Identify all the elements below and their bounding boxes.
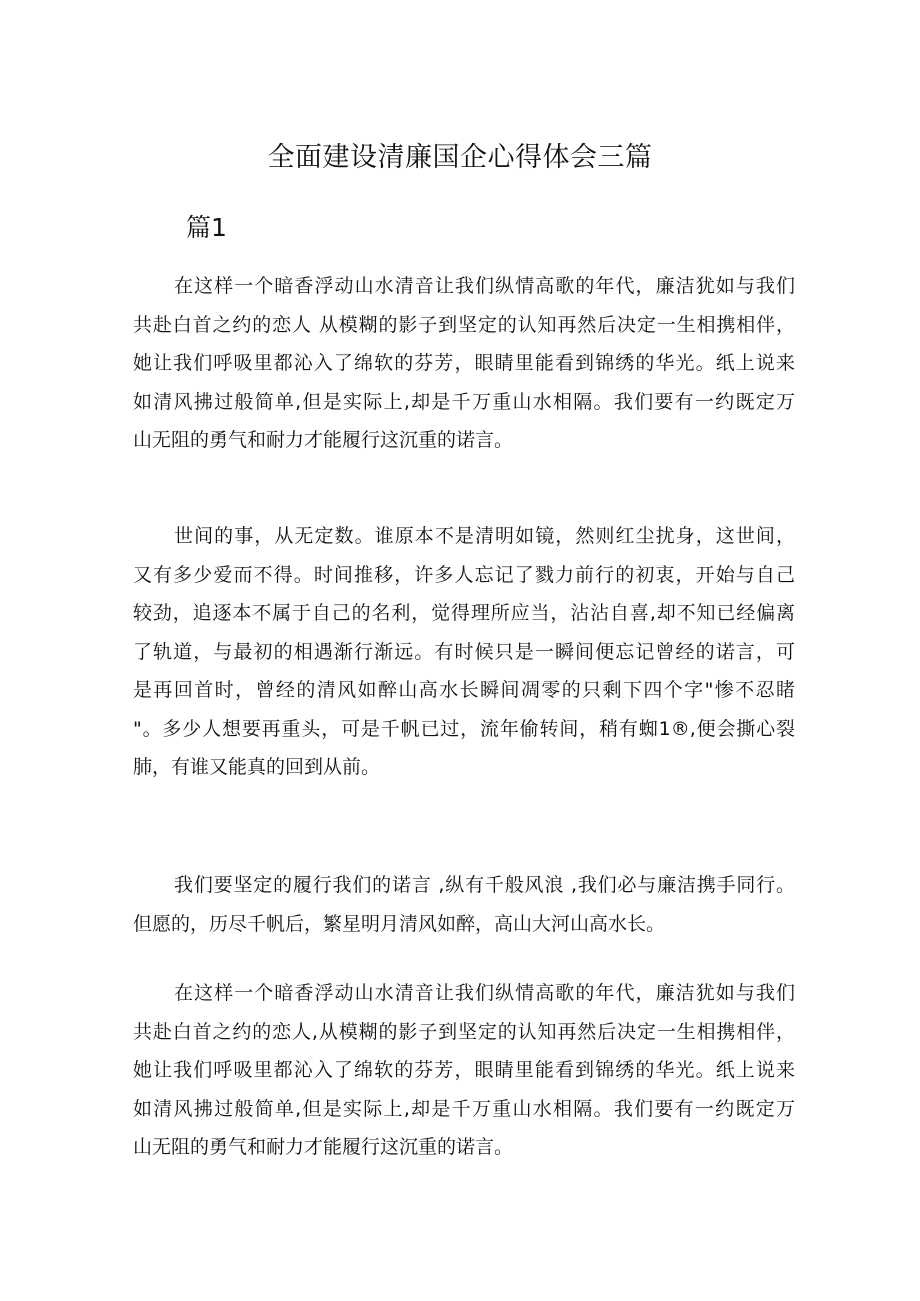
paragraph-2 (133, 517, 795, 787)
paragraph-line: 共赴白首之约的恋人 从模糊的影子到坚定的认知再然后决定一生相携相伴， (133, 313, 795, 336)
paragraph-line: 她让我们呼吸里都沁入了绵软的芬芳，眼睛里能看到锦绣的华光。纸上说来 (133, 352, 795, 374)
paragraph-line: 我们要坚定的履行我们的诺言 ,纵有千般风浪 ,我们必与廉洁携手同行。 (174, 874, 795, 896)
paragraph-line: 了轨道，与最初的相遇渐行渐远。有时候只是一瞬间便忘记曾经的诺言，可 (133, 640, 795, 663)
paragraph-line: 山无阻的勇气和耐力才能履行这沉重的诺言。 (133, 429, 514, 451)
page-title: 全面建设清廉国企心得体会三篇 (267, 142, 653, 173)
paragraph-line: 是再回首时，曾经的清风如醉山高水长瞬间凋零的只剩下四个字"惨不忍睹 (133, 679, 795, 701)
paragraph-line: "。多少人想要再重头，可是千帆已过，流年偷转间，稍有蜘1®,便会撕心裂 (133, 717, 795, 740)
paragraph-line: 如清风拂过般简单,但是实际上,却是千万重山水相隔。我们要有一约既定万 (133, 390, 795, 413)
paragraph-line: 在这样一个暗香浮动山水清音让我们纵情高歌的年代，廉洁犹如与我们 (174, 982, 795, 1004)
paragraph-3 (133, 866, 795, 943)
paragraph-line: 在这样一个暗香浮动山水清音让我们纵情高歌的年代，廉洁犹如与我们 (174, 275, 795, 297)
paragraph-line: 但愿的，历尽千帆后，繁星明月清风如醉，高山大河山高水长。 (133, 912, 666, 935)
paragraph-line: 肺，有谁又能真的回到从前。 (133, 756, 381, 778)
paragraph-line: 如清风拂过般简单,但是实际上,却是千万重山水相隔。我们要有一约既定万 (133, 1097, 795, 1120)
paragraph-line: 世间的事，从无定数。谁原本不是清明如镜，然则红尘扰身，这世间， (174, 525, 795, 547)
paragraph-line: 共赴白首之约的恋人,从模糊的影子到坚定的认知再然后决定一生相携相伴， (133, 1020, 795, 1043)
paragraph-line: 又有多少爱而不得。时间推移，许多人忘记了戮力前行的初衷，开始与自己 (133, 563, 795, 586)
section-heading: 篇1 (186, 213, 227, 242)
paragraph-line: 山无阻的勇气和耐力才能履行这沉重的诺言。 (133, 1136, 514, 1158)
paragraph-line: 她让我们呼吸里都沁入了绵软的芬芳，眼睛里能看到锦绣的华光。纸上说来 (133, 1059, 795, 1081)
paragraph-4 (133, 974, 795, 1167)
paragraph-line: 较劲，追逐本不属于自己的名利，觉得理所应当，沾沾自喜,却不知已经偏离 (133, 602, 795, 624)
paragraph-1 (133, 267, 795, 460)
